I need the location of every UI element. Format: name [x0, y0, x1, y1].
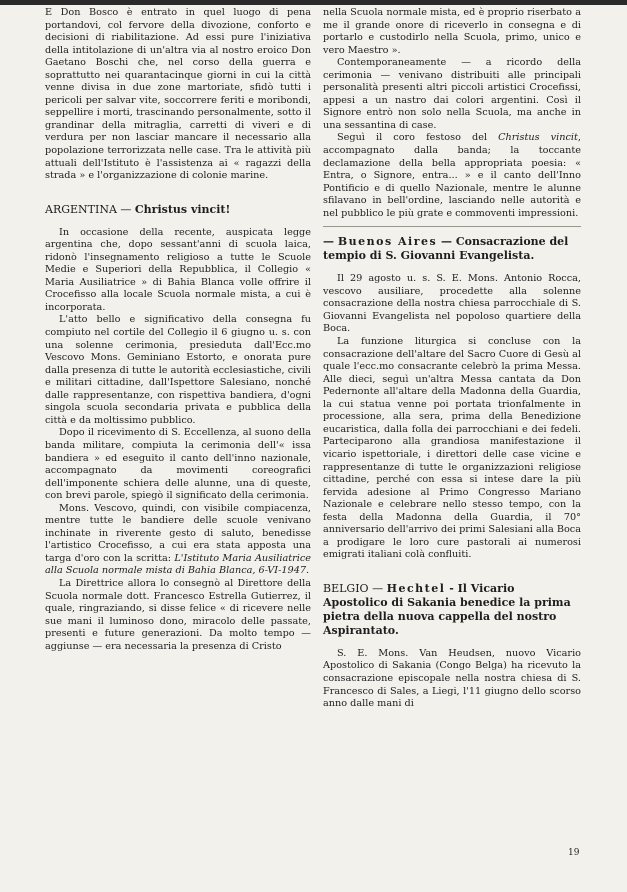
section-divider [323, 226, 581, 227]
christus-vincit-title: Christus vincit [498, 132, 578, 144]
left-paragraph-5 [45, 503, 311, 578]
heading-buenos-aires [323, 235, 581, 263]
left-paragraph-6: La Direttrice allora lo consegnò al Direttore della Scuola normale dott. Francesco Estrella Gutierrez, il quale, ringraziando, si disse felice « di ricevere nelle sue mani il luminoso dono, miracolo delle passate, presenti e future generazioni. Da molto tempo — aggiunse — era necessaria la presenza di Cristo [45, 577, 311, 652]
right-paragraph-3-start: Seguì il coro festoso del [337, 132, 499, 144]
heading-argentina-place: ARGENTINA — [45, 202, 135, 216]
left-paragraph-3: L'atto bello e significativo della consegna fu compiuto nel cortile del Collegio il 6 giugno u. s. con una solenne cerimonia, presieduta dall'Ecc.mo Vescovo Mons. Geminiano Estorto, e onorata pure dalla presenza di tutte le autorità ecclesiastiche, civili e militari cittadine, dall'Ispettore Salesiano, nonché dalle rappresentanze, con rispettiva bandiera, d'ogni singola scuola secondaria privata e pubblica della città e da moltissimo pubblico. [45, 314, 311, 426]
heading-buenos-title: — Consacrazione del tempio di S. Giovanni Evangelista. [323, 235, 569, 263]
right-paragraph-6: S. E. Mons. Van Heudsen, nuovo Vicario Apostolico di Sakania (Congo Belga) ha ricevuto la consacrazione episcopale nella nostra chiesa di S. Francesco di Sales, a Liegi, l'11 giugno dello scorso anno dalle mani di [323, 647, 581, 710]
page-top-edge [0, 0, 627, 5]
heading-buenos-dash: — [323, 235, 338, 249]
left-paragraph-5-text: Mons. Vescovo, quindi, con visibile compiacenza, mentre tutte le bandiere delle scuole venivano inchinate in riverente gesto di saluto, benedisse l'artistico Crocefisso, a cui era stata apposta una targa d'oro con la scritta: [45, 502, 311, 564]
left-paragraph-4: Dopo il ricevimento di S. Eccellenza, al suono della banda militare, compiuta la cerimonia dell'« issa bandiera » ed eseguito il canto dell'inno nazionale, accompagnato da movimenti coreografici dell'imponente schiera delle alunne, una di queste, con brevi parole, spiegò il significato della cerimonia. [45, 427, 311, 502]
heading-argentina [45, 203, 311, 217]
left-paragraph-2: In occasione della recente, auspicata legge argentina che, dopo sessant'anni di scuola laica, ridonò l'insegnamento religioso a tutte le Scuole Medie e Superiori della Repubblica, il Collegio « Maria Ausiliatrice » di Bahia Blanca volle offrire il Crocefisso alla locale Scuola normale mista, a cui è incorporata. [45, 226, 311, 313]
right-paragraph-3 [323, 132, 581, 220]
inscription-text: L'Istituto Maria Ausiliatrice alla Scuola normale mista di Bahia Blanca, 6-VI-1947. [45, 552, 311, 577]
heading-buenos-place: Buenos Aires [337, 235, 438, 249]
right-paragraph-5: La funzione liturgica si concluse con la consacrazione dell'altare del Sacro Cuore di Gesù al quale l'ecc.mo consacrante celebrò la prima Messa. Alle dieci, seguì un'altra Messa cantata da Don Pedernonte all'altare della Madonna della Guardia, la cui statua venne poi portata trionfalmente in processione, alla sera, prima della Benedizione eucaristica, dalla folla dei parrocchiani e dei fedeli. Parteciparono alla grandiosa manifestazione il vicario ispettoriale, i direttori delle case vicine e rappresentanze di tutte le organizzazioni religiose cittadine, perché con essa si intese dare la più fervida adesione al Primo Congresso Mariano Nazionale e celebrare nello stesso tempo, con la festa della Madonna della Guardia, il 70° anniversario dell'arrivo dei primi Salesiani alla Boca a prodigare le loro cure pastorali ai numerosi emigrati italiani colà confluiti. [323, 336, 581, 561]
right-paragraph-3-end: , accompagnato dalla banda; la toccante declamazione della bella appropriata poesia: « Entra, o Signore, entra... » e il canto dell'Inno Pontificio e di quello Nazionale, mentre le alunne sfilavano in bell'ordine, lasciando nelle autorità e nel pubblico le più grate e commoventi impressioni. [323, 132, 582, 219]
heading-belgio-place: BELGIO — [323, 581, 387, 595]
right-paragraph-1: nella Scuola normale mista, ed è proprio riserbato a me il grande onore di riceverlo in consegna e di portarlo e custodirlo nella Scuola, primo, unico e vero Maestro ». [323, 7, 581, 56]
right-column [323, 7, 581, 711]
right-paragraph-4: Il 29 agosto u. s. S. E. Mons. Antonio Rocca, vescovo ausiliare, procedette alla solenne consacrazione della nostra chiesa parrocchiale di S. Giovanni Evangelista nel popoloso quartiere della Boca. [323, 273, 581, 335]
left-paragraph-1: E Don Bosco è entrato in quel luogo di pena portandovi, col fervore della divozione, conforto e decisioni di riabilitazione. Ad essi pure l'iniziativa della intitolazione di un'altra via al nostro eroico Don Gaetano Boschi che, nel corso della guerra e soprattutto nei quarantacinque giorni in cui la città venne divisa in due zone martoriate, sfidò tutti i pericoli per salvar vite, soccorrere feriti e moribondi, seppellire i morti, trascinando personalmente, sotto il grandinar della mitraglia, carretti di viveri e di verdura per non lasciar mancare il necessario alla popolazione terrorizzata nelle case. Tra le attività più attuali dell'Istituto è l'assistenza ai « ragazzi della strada » e l'organizzazione di colonie marine. [45, 7, 311, 182]
heading-belgio [323, 582, 581, 638]
heading-argentina-title: Christus vincit! [134, 202, 231, 216]
heading-belgio-city: Hechtel [386, 581, 446, 595]
heading-belgio-title: - Il Vicario Apostolico di Sakania benedice la prima pietra della nuova cappella del nostro Aspirantato. [323, 581, 571, 637]
page-number: 19 [568, 848, 580, 858]
left-column [45, 7, 311, 653]
right-paragraph-2: Contemporaneamente — a ricordo della cerimonia — venivano distribuiti alle principali personalità presenti altri piccoli artistici Crocefissi, appesi a un nastro dai colori argentini. Così il Signore entrò non solo nella Scuola, ma anche in una sessantina di case. [323, 57, 581, 131]
